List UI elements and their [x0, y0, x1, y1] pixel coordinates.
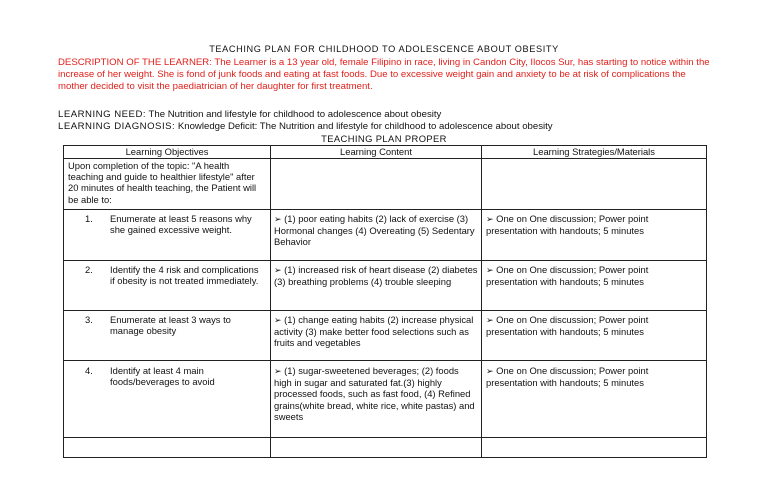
learning-diagnosis — [58, 121, 738, 133]
strategy-text: One on One discussion; Power point presentation with handouts; 5 minutes — [486, 314, 649, 338]
table-header-row — [64, 146, 707, 159]
header-learning-content: Learning Content — [271, 146, 482, 159]
learning-diagnosis-label: LEARNING DIAGNOSIS: — [58, 121, 176, 132]
arrow-bullet-icon: ➢ — [486, 214, 494, 224]
strategy-cell — [482, 311, 707, 361]
empty-cell — [482, 159, 707, 210]
strategy-item — [486, 365, 702, 388]
content-item — [274, 365, 478, 422]
objective-text: Enumerate at least 3 ways to manage obesity — [110, 314, 231, 337]
header-learning-objectives: Learning Objectives — [64, 146, 271, 159]
table-row — [64, 261, 707, 311]
arrow-bullet-icon: ➢ — [274, 214, 282, 224]
strategy-cell — [482, 261, 707, 311]
content-text: (1) sugar-sweetened beverages; (2) foods high in sugar and saturated fat.(3) highly processed foods, such as fast food, (4) Refined grains(white bread, white rice, white pastas) and sweets — [274, 365, 475, 422]
objective-text: Identify at least 4 main foods/beverages to avoid — [110, 365, 215, 388]
strategy-text: One on One discussion; Power point presentation with handouts; 5 minutes — [486, 264, 649, 288]
strategy-text: One on One discussion; Power point presentation with handouts; 5 minutes — [486, 213, 649, 237]
table-row-empty — [64, 438, 707, 458]
empty-cell — [64, 438, 271, 458]
content-text: (1) change eating habits (2) increase physical activity (3) make better food selections such as fruits and vegetables — [274, 314, 474, 349]
content-text: (1) increased risk of heart disease (2) diabetes (3) breathing problems (4) trouble sleeping — [274, 264, 478, 288]
teaching-plan-table — [63, 145, 707, 458]
strategy-cell — [482, 210, 707, 261]
strategy-item — [486, 264, 702, 287]
learning-need-label: LEARNING NEED: — [58, 109, 147, 120]
objective-number: 2. — [85, 264, 93, 275]
content-text: (1) poor eating habits (2) lack of exercise (3) Hormonal changes (4) Overeating (5) Sedentary Behavior — [274, 213, 475, 248]
content-cell — [271, 311, 482, 361]
objective-item — [65, 365, 269, 387]
objective-number: 4. — [85, 365, 93, 376]
objective-cell — [64, 361, 271, 438]
objective-item — [65, 264, 269, 286]
learning-need — [58, 109, 738, 121]
objective-cell — [64, 311, 271, 361]
empty-cell — [482, 438, 707, 458]
strategy-item — [486, 314, 702, 337]
learner-description — [58, 57, 718, 93]
objective-number: 3. — [85, 314, 93, 325]
content-item — [274, 314, 478, 349]
arrow-bullet-icon: ➢ — [486, 265, 494, 275]
empty-cell — [271, 438, 482, 458]
objective-item — [65, 314, 269, 336]
learning-diagnosis-text: Knowledge Deficit: The Nutrition and lifestyle for childhood to adolescence about obesity — [177, 121, 553, 132]
arrow-bullet-icon: ➢ — [274, 315, 282, 325]
objective-cell — [64, 210, 271, 261]
content-cell — [271, 361, 482, 438]
strategy-item — [486, 213, 702, 236]
table-row — [64, 210, 707, 261]
document-title: TEACHING PLAN FOR CHILDHOOD TO ADOLESCENCE ABOUT OBESITY — [209, 44, 559, 54]
header-learning-strategies: Learning Strategies/Materials — [482, 146, 707, 159]
content-item — [274, 213, 478, 248]
content-cell — [271, 210, 482, 261]
description-label: DESCRIPTION OF THE LEARNER: — [58, 57, 212, 68]
objective-item — [65, 213, 269, 235]
table-row — [64, 311, 707, 361]
arrow-bullet-icon: ➢ — [274, 265, 282, 275]
empty-cell — [271, 159, 482, 210]
objective-number: 1. — [85, 213, 93, 224]
arrow-bullet-icon: ➢ — [274, 366, 282, 376]
strategy-text: One on One discussion; Power point presentation with handouts; 5 minutes — [486, 365, 649, 389]
table-row — [64, 361, 707, 438]
arrow-bullet-icon: ➢ — [486, 366, 494, 376]
learning-need-text: The Nutrition and lifestyle for childhood to adolescence about obesity — [148, 109, 442, 120]
objective-cell — [64, 261, 271, 311]
arrow-bullet-icon: ➢ — [486, 315, 494, 325]
intro-text: Upon completion of the topic: "A health teaching and guide to healthier lifestyle" after 20 minutes of health teaching, the Patient will be able to: — [64, 159, 271, 210]
content-cell — [271, 261, 482, 311]
description-text: The Learner is a 13 year old, female Filipino in race, living in Candon City, Ilocos Sur, has starting to notice within the increase of her weight. She is fond of junk foods and eating at fast foods. Due to excessive weight gain and anxiety to be at risk of complications the mother decided to visit the paediatrician of her daughter for first treatment. — [58, 57, 710, 92]
strategy-cell — [482, 361, 707, 438]
objective-text: Enumerate at least 5 reasons why she gained excessive weight. — [110, 213, 252, 236]
table-intro-row — [64, 159, 707, 210]
content-item — [274, 264, 478, 287]
objective-text: Identify the 4 risk and complications if obesity is not treated immediately. — [110, 264, 259, 287]
teaching-plan-proper-title: TEACHING PLAN PROPER — [321, 133, 447, 144]
